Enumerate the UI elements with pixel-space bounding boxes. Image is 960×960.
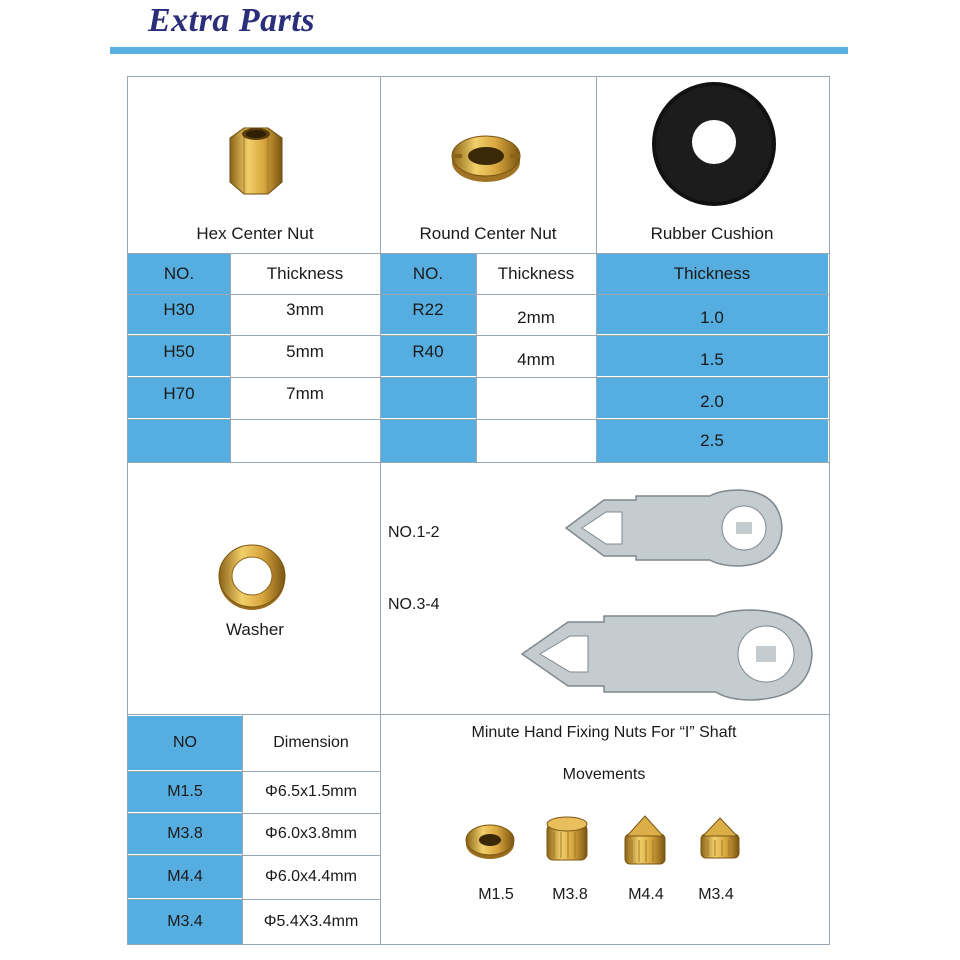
grid-line	[242, 714, 243, 944]
table-cell	[476, 420, 596, 462]
table-cell	[230, 420, 380, 462]
grid-line	[127, 771, 381, 772]
hand-key-small-icon	[560, 488, 786, 568]
grid-line	[127, 419, 830, 420]
minute-nut-label: M3.4	[698, 886, 734, 903]
table-cell	[128, 420, 230, 462]
table-cell: M4.4	[128, 856, 242, 898]
grid-line	[127, 335, 830, 336]
hex-header-thickness: Thickness	[230, 254, 380, 294]
table-cell	[476, 378, 596, 418]
grid-line	[127, 855, 381, 856]
round-nut-caption: Round Center Nut	[419, 224, 557, 243]
table-cell: M1.5	[128, 772, 242, 812]
key-label-large: NO.3-4	[388, 596, 440, 613]
title-underline	[110, 47, 848, 54]
rubber-cushion-caption: Rubber Cushion	[650, 224, 774, 243]
hex-nut-icon	[222, 120, 288, 200]
grid-line	[596, 76, 597, 462]
table-cell: 2.5	[596, 420, 828, 462]
minute-nut-m3-4-icon	[698, 814, 742, 864]
table-cell	[380, 378, 476, 418]
grid-line	[127, 944, 830, 945]
round-header-no: NO.	[380, 254, 476, 294]
hex-header-no: NO.	[128, 254, 230, 294]
grid-line	[127, 76, 128, 945]
grid-line	[127, 377, 830, 378]
grid-line	[127, 813, 381, 814]
table-cell: H50	[128, 336, 230, 376]
table-cell: 5mm	[230, 336, 380, 376]
table-cell: R40	[380, 336, 476, 376]
grid-line	[127, 76, 830, 77]
table-cell: R22	[380, 294, 476, 334]
minute-nut-label: M1.5	[478, 886, 514, 903]
table-cell: 3mm	[230, 294, 380, 334]
washer-icon	[216, 542, 288, 612]
minute-nut-m3-8-icon	[544, 814, 590, 868]
table-cell: H30	[128, 294, 230, 334]
rubber-cushion-icon	[650, 80, 778, 208]
dim-header-no: NO	[128, 716, 242, 770]
grid-line	[127, 294, 830, 295]
grid-line	[127, 899, 381, 900]
minute-nuts-caption-line2: Movements	[562, 766, 646, 783]
rubber-header-thickness: Thickness	[596, 254, 828, 294]
hand-key-large-icon	[516, 606, 814, 702]
grid-line	[127, 714, 830, 715]
minute-nut-label: M4.4	[628, 886, 664, 903]
table-cell: Φ6.5x1.5mm	[242, 772, 380, 812]
table-cell: Φ6.0x4.4mm	[242, 856, 380, 898]
grid-line	[127, 462, 830, 463]
table-cell: H70	[128, 378, 230, 418]
table-cell: 7mm	[230, 378, 380, 418]
washer-caption: Washer	[226, 620, 284, 639]
round-header-thickness: Thickness	[476, 254, 596, 294]
grid-line	[230, 254, 231, 462]
table-cell	[380, 420, 476, 462]
table-cell: 2mm	[476, 294, 596, 334]
page-title: Extra Parts	[148, 2, 316, 39]
grid-line	[127, 253, 830, 254]
table-cell: 1.5	[596, 336, 828, 376]
minute-nut-m1-5-icon	[464, 818, 516, 862]
minute-nut-label: M3.8	[552, 886, 588, 903]
key-label-small: NO.1-2	[388, 524, 440, 541]
grid-line	[476, 254, 477, 462]
minute-nut-m4-4-icon	[622, 812, 668, 870]
table-cell: 4mm	[476, 336, 596, 376]
table-cell: 1.0	[596, 294, 828, 334]
table-cell: M3.4	[128, 900, 242, 944]
grid-line	[829, 76, 830, 945]
dim-header-dimension: Dimension	[242, 716, 380, 770]
round-nut-icon	[448, 130, 524, 186]
minute-nuts-caption-line1: Minute Hand Fixing Nuts For “I” Shaft	[471, 724, 737, 741]
table-cell: M3.8	[128, 814, 242, 854]
hex-nut-caption: Hex Center Nut	[196, 224, 314, 243]
table-cell: Φ6.0x3.8mm	[242, 814, 380, 854]
table-cell: Φ5.4X3.4mm	[242, 900, 380, 944]
table-cell: 2.0	[596, 378, 828, 418]
